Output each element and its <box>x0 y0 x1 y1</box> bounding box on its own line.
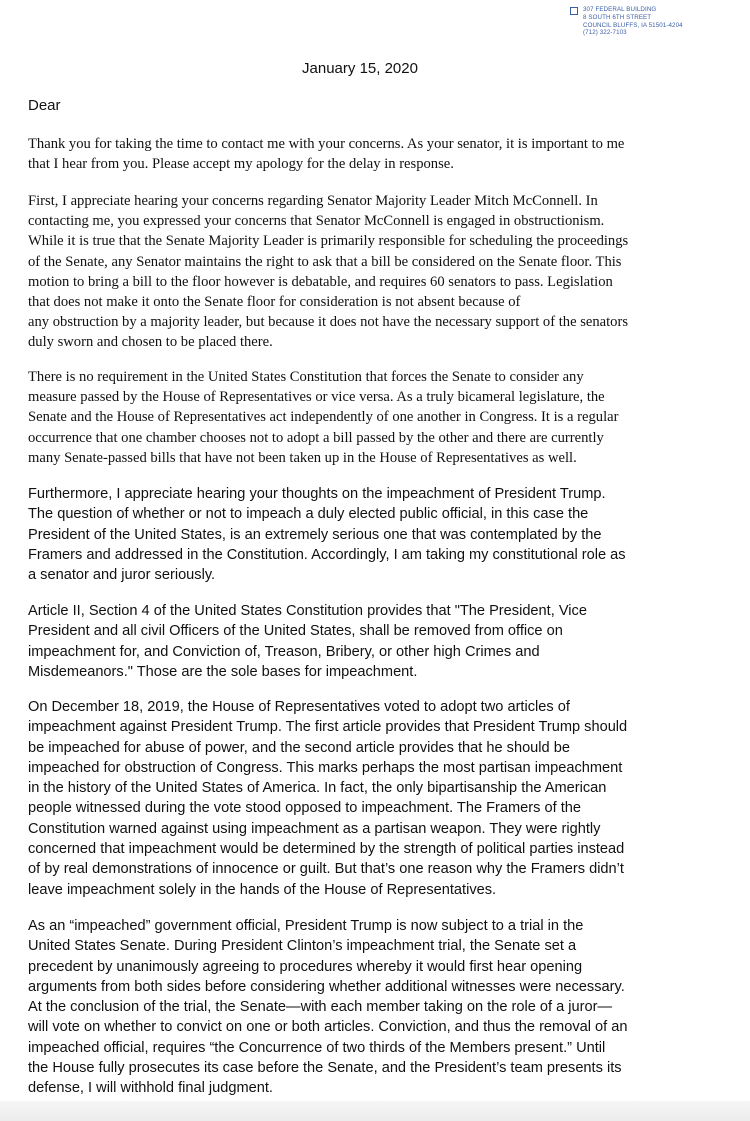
text-line: Thank you for taking the time to contact me with your concerns. As your senator, it is important to me <box>28 136 625 152</box>
page-bottom-edge <box>0 1101 750 1121</box>
text-line: people witnessed during the vote stood opposed to impeachment. The Framers of the <box>28 800 582 817</box>
text-line: As an “impeached” government official, President Trump is now subject to a trial in the <box>28 918 584 934</box>
text-line: impeached for obstruction of Congress. This marks perhaps the most partisan impeachment <box>28 759 623 776</box>
paragraph-3 <box>28 367 728 468</box>
text-line: contacting me, you expressed your concerns that Senator McConnell is engaged in obstructionism. <box>28 213 605 230</box>
text-line: First, I appreciate hearing your concerns regarding Senator Majority Leader Mitch McConnell. In <box>28 193 598 209</box>
text-line: Article II, Section 4 of the United States Constitution provides that "The President, Vice <box>28 603 587 619</box>
text-line: many Senate-passed bills that have not been taken up in the House of Representatives as well. <box>28 449 577 466</box>
text-line: arguments from both sides before considering whether additional witnesses were necessary. <box>28 978 625 995</box>
text-line: be impeached for abuse of power, and the second article provides that he should be <box>28 739 570 756</box>
paragraph-7 <box>28 916 728 1099</box>
text-line: At the conclusion of the trial, the Senate—with each member taking on the role of a juror— <box>28 999 613 1016</box>
text-line: President and all civil Officers of the United States, shall be removed from office on <box>28 623 563 640</box>
text-line: the House fully prosecutes its case before the Senate, and the President’s team presents its <box>28 1060 622 1077</box>
paragraph-1 <box>28 134 728 174</box>
text-line: precedent by unanimously agreeing to procedures whereby it would first hear opening <box>28 958 583 975</box>
text-line: a senator and juror seriously. <box>28 567 216 584</box>
text-line: defense, I will withhold final judgment. <box>28 1080 273 1097</box>
text-line: occurrence that one chamber chooses not to adopt a bill passed by the other and there are currently <box>28 429 604 446</box>
text-line: of the Senate, any Senator maintains the right to ask that a bill be considered on the Senate floor. This <box>28 253 622 270</box>
address-line: 8 SOUTH 6TH STREET <box>583 13 652 21</box>
text-line: that does not make it onto the Senate floor for consideration is not absent because of <box>28 294 521 311</box>
text-line: impeached official, requires “the Concurrence of two thirds of the Members present.” Until <box>28 1039 606 1056</box>
text-line: Constitution warned against using impeachment as a partisan weapon. They were rightly <box>28 820 601 837</box>
text-line: measure passed by the House of Representatives or vice versa. As a truly bicameral legislature, the <box>28 389 605 406</box>
salutation: Dear <box>28 97 61 114</box>
text-line: There is no requirement in the United States Constitution that forces the Senate to consider any <box>28 369 584 385</box>
paragraph-4 <box>28 484 728 585</box>
paragraph-5 <box>28 601 728 682</box>
address-line: (712) 322-7103 <box>583 29 627 37</box>
text-line: duly sworn and chosen to be placed there. <box>28 334 273 351</box>
letterhead-address <box>570 6 683 37</box>
text-line: motion to bring a bill to the floor however is debatable, and requires 60 senators to pass. Legislation <box>28 273 613 290</box>
letter-date: January 15, 2020 <box>302 60 418 77</box>
text-line: impeachment for, and Conviction of, Treason, Bribery, or other high Crimes and <box>28 643 540 660</box>
text-line: Senate and the House of Representatives act independently of one another in Congress. It is a regular <box>28 409 619 426</box>
text-line: in the history of the United States of America. In fact, the only bipartisanship the American <box>28 780 607 797</box>
text-line: impeachment against President Trump. The first article provides that President Trump should <box>28 719 628 736</box>
text-line: of by real demonstrations of innocence or guilt. But that’s one reason why the Framers didn’t <box>28 861 624 878</box>
text-line: concerned that impeachment would be determined by the strength of political parties instead <box>28 841 625 858</box>
text-line: that I hear from you. Please accept my apology for the delay in response. <box>28 156 454 173</box>
paragraph-2 <box>28 191 728 353</box>
text-line: The question of whether or not to impeach a duly elected public official, in this case the <box>28 506 589 523</box>
checkbox-icon <box>570 7 578 15</box>
text-line: any obstruction by a majority leader, but because it does not have the necessary support of the senators <box>28 314 629 331</box>
text-line: On December 18, 2019, the House of Representatives voted to adopt two articles of <box>28 699 570 715</box>
text-line: President of the United States, is an extremely serious one that was contemplated by the <box>28 526 602 543</box>
text-line: will vote on whether to convict on one or both articles. Conviction, and thus the removal of an <box>28 1019 628 1036</box>
text-line: Furthermore, I appreciate hearing your thoughts on the impeachment of President Trump. <box>28 486 606 502</box>
address-line: 307 FEDERAL BUILDING <box>583 6 657 13</box>
text-line: Framers and addressed in the Constitution. Accordingly, I am taking my constitutional role as <box>28 546 626 563</box>
address-line: COUNCIL BLUFFS, IA 51501-4204 <box>583 21 683 29</box>
text-line: Misdemeanors." Those are the sole bases for impeachment. <box>28 663 418 680</box>
paragraph-6 <box>28 697 728 900</box>
text-line: While it is true that the Senate Majority Leader is primarily responsible for scheduling the proceedings <box>28 233 629 250</box>
text-line: leave impeachment solely in the hands of the House of Representatives. <box>28 881 497 898</box>
text-line: United States Senate. During President Clinton’s impeachment trial, the Senate set a <box>28 938 577 955</box>
